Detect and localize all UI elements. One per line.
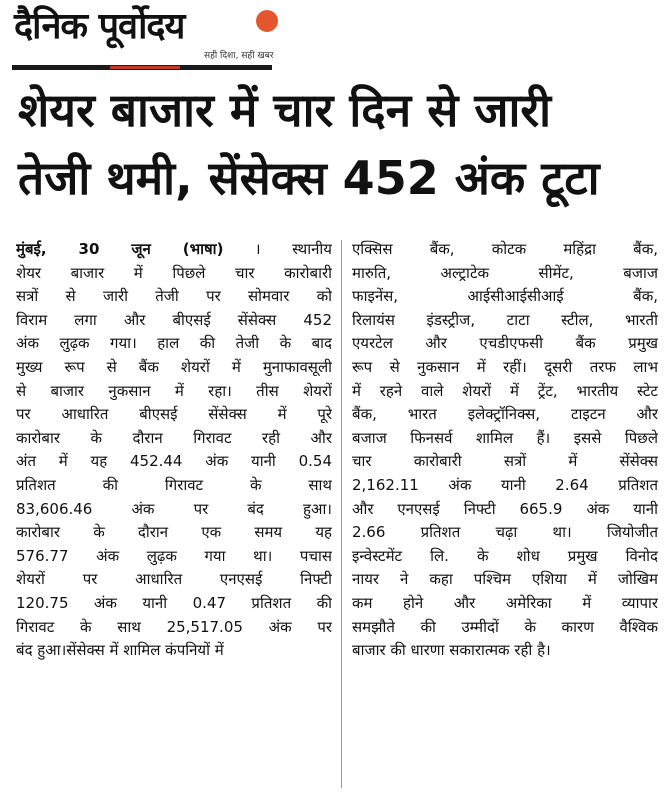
article-line: अंत में यह 452.44 अंक यानी 0.54 — [16, 452, 332, 471]
article-line: 2,162.11 अंक यानी 2.64 प्रतिशत — [352, 475, 658, 494]
column-divider — [341, 240, 342, 788]
article-line: प्रतिशत की गिरावट के साथ — [16, 475, 332, 494]
article-line: एयरटेल और एचडीएफसी बैंक प्रमुख — [352, 334, 658, 353]
article-line: बजाज फिनसर्व शामिल हैं। इससे पिछले — [352, 428, 658, 447]
masthead — [12, 4, 278, 70]
newspaper-name: दैनिक पूर्वोदय — [14, 6, 185, 47]
masthead-rule-accent — [110, 66, 180, 69]
article-column-right — [352, 238, 658, 663]
article-line: बंद हुआ।सेंसेक्स में शामिल कंपनियों में — [16, 641, 224, 660]
article-line: से बाजार नुकसान में रहा। तीस शेयरों — [16, 381, 332, 400]
headline-line-2: तेजी थमी, सेंसेक्स 452 अंक टूटा — [18, 151, 600, 205]
article-line: एक्सिस बैंक, कोटक महिंद्रा बैंक, — [352, 240, 658, 258]
article-line: विराम लगा और बीएसई सेंसेक्स 452 — [16, 310, 332, 329]
article-column-left — [16, 238, 332, 663]
masthead-dot-icon — [256, 10, 278, 32]
newspaper-tagline: सही दिशा, सही खबर — [204, 51, 274, 61]
article-line: गिरावट के साथ 25,517.05 अंक पर — [16, 617, 332, 636]
article-line: में रहने वाले शेयरों में ट्रेंट, भारतीय स्टेट — [352, 381, 658, 400]
article-line: 83,606.46 अंक पर बंद हुआ। — [16, 499, 332, 518]
article-line: कारोबार के दौरान एक समय यह — [16, 523, 332, 542]
article-line: मुंबई, 30 जून (भाषा) । स्थानीय — [16, 240, 332, 258]
article-line: समझौते की उम्मीदों के कारण वैश्विक — [352, 617, 658, 636]
article-line: फाइनेंस, आईसीआईसीआई बैंक, — [352, 287, 658, 306]
article-line: 120.75 अंक यानी 0.47 प्रतिशत की — [16, 593, 332, 612]
headline — [18, 76, 654, 212]
dateline: मुंबई, 30 जून (भाषा) — [16, 240, 224, 258]
article-line: कारोबार के दौरान गिरावट रही और — [16, 428, 332, 447]
article-line: चार कारोबारी सत्रों में सेंसेक्स — [352, 452, 658, 471]
article-line: बैंक, भारत इलेक्ट्रॉनिक्स, टाइटन और — [352, 405, 658, 424]
headline-line-1: शेयर बाजार में चार दिन से जारी — [18, 83, 552, 137]
article-line: इन्वेस्टमेंट लि. के शोध प्रमुख विनोद — [352, 546, 658, 565]
article-line: नायर ने कहा पश्चिम एशिया में जोखिम — [352, 570, 658, 589]
article-line: मुख्य रूप से बैंक शेयरों में मुनाफावसूली — [16, 357, 332, 376]
article-line: शेयर बाजार में पिछले चार कारोबारी — [16, 263, 332, 282]
article-line: और एनएसई निफ्टी 665.9 अंक यानी — [352, 499, 658, 518]
article-line: पर आधारित बीएसई सेंसेक्स में पूरे — [16, 405, 332, 424]
article-line: मारुति, अल्ट्राटेक सीमेंट, बजाज — [352, 263, 658, 282]
article-line: रिलायंस इंडस्ट्रीज, टाटा स्टील, भारती — [352, 310, 658, 329]
article-line: 576.77 अंक लुढ़क गया था। पचास — [16, 546, 332, 565]
article-line: सत्रों से जारी तेजी पर सोमवार को — [16, 287, 332, 306]
article-line: शेयरों पर आधारित एनएसई निफ्टी — [16, 570, 332, 589]
article-line: बाजार की धारणा सकारात्मक रही है। — [352, 641, 551, 660]
article-line: 2.66 प्रतिशत चढ़ा था। जियोजीत — [352, 523, 658, 542]
article-line: रूप से नुकसान में रहीं। दूसरी तरफ लाभ — [352, 357, 658, 376]
article-line: अंक लुढ़क गया। हाल की तेजी के बाद — [16, 334, 332, 353]
article-line: कम होने और अमेरिका में व्यापार — [352, 593, 658, 612]
